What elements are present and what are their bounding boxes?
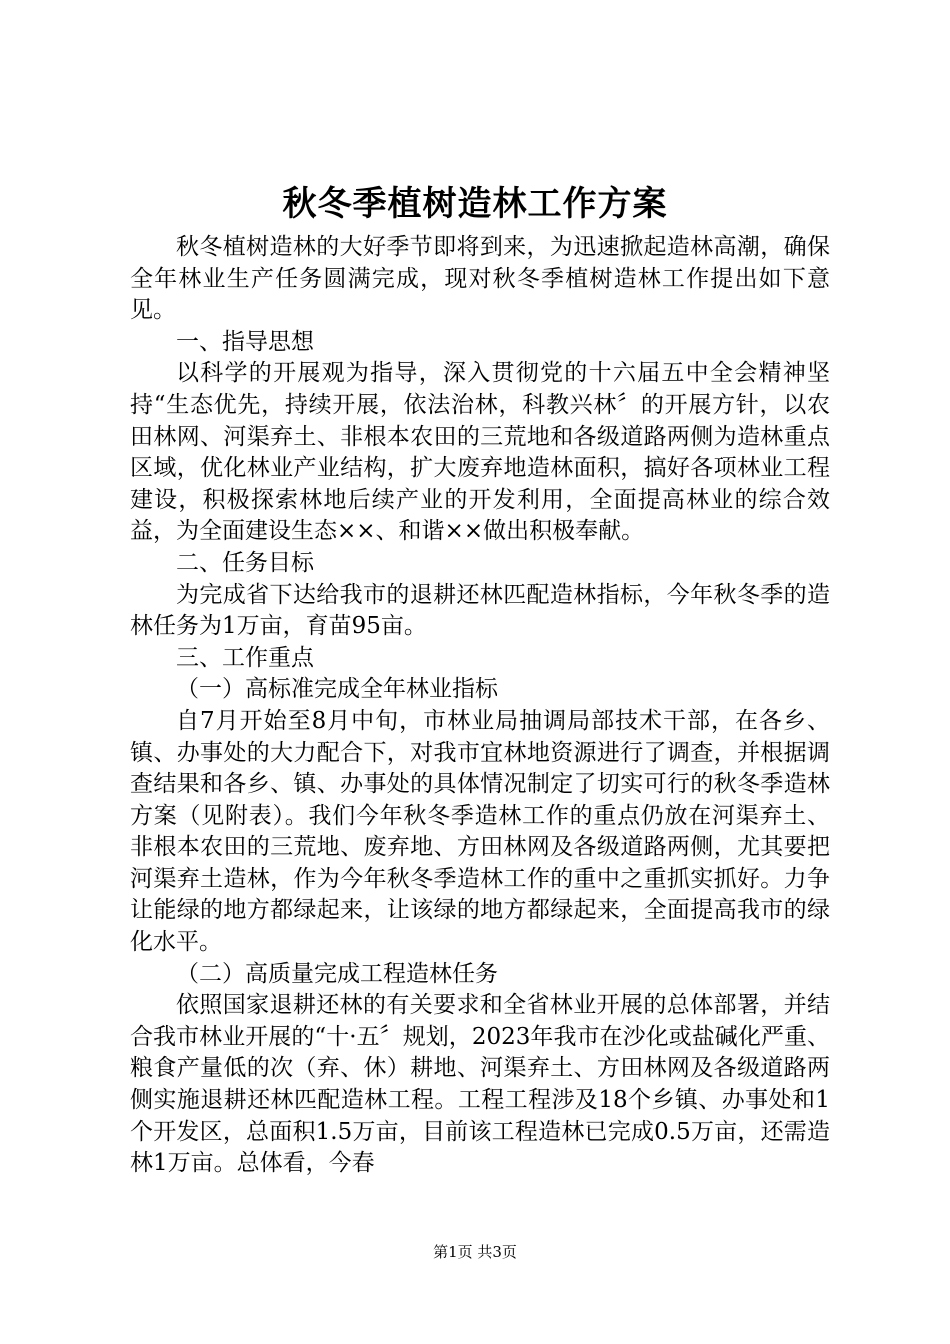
subheading-annual-targets: （一）高标准完成全年林业指标 xyxy=(176,676,498,703)
paragraph-engineering-afforestation: 依照国家退耕还林的有关要求和全省林业开展的总体部署，并结合我市林业开展的“十·五〞规划，2023年我市在沙化或盐碱化严重、粮食产量低的次（弃、休）耕地、河渠弃土、方田林网及各级道路两侧实施退耕还林匹配造林工程。工程工程涉及18个乡镇、办事处和1个开发区，总面积1.5万亩，目前该工程造林已完成0.5万亩，还需造林1万亩。总体看，今春 xyxy=(130,992,830,1177)
paragraph-intro: 秋冬植树造林的大好季节即将到来，为迅速掀起造林高潮，确保全年林业生产任务圆满完成，现对秋冬季植树造林工作提出如下意见。 xyxy=(130,234,830,324)
subheading-engineering-afforestation: （二）高质量完成工程造林任务 xyxy=(176,960,498,987)
document-title: 秋冬季植树造林工作方案 xyxy=(282,184,668,224)
heading-work-focus: 三、工作重点 xyxy=(176,644,314,671)
paragraph-task-goals: 为完成省下达给我市的退耕还林匹配造林指标，今年秋冬季的造林任务为1万亩，育苗95亩。 xyxy=(130,581,830,640)
paragraph-guiding-thought: 以科学的开展观为指导，深入贯彻党的十六届五中全会精神坚持“生态优先，持续开展，依法治林，科教兴林〞的开展方针，以农田林网、河渠弃土、非根本农田的三荒地和各级道路两侧为造林重点区域，优化林业产业结构，扩大废弃地造林面积，搞好各项林业工程建设，积极探索林地后续产业的开发利用，全面提高林业的综合效益，为全面建设生态××、和谐××做出积极奉献。 xyxy=(130,360,830,545)
heading-guiding-thought: 一、指导思想 xyxy=(176,328,314,355)
heading-task-goals: 二、任务目标 xyxy=(176,549,314,576)
paragraph-annual-targets: 自7月开始至8月中旬，市林业局抽调局部技术干部，在各乡、镇、办事处的大力配合下，对我市宜林地资源进行了调查，并根据调查结果和各乡、镇、办事处的具体情况制定了切实可行的秋冬季造林方案（见附表）。我们今年秋冬季造林工作的重点仍放在河渠弃土、非根本农田的三荒地、废弃地、方田林网及各级道路两侧，尤其要把河渠弃土造林，作为今年秋冬季造林工作的重中之重抓实抓好。力争让能绿的地方都绿起来，让该绿的地方都绿起来，全面提高我市的绿化水平。 xyxy=(130,707,830,956)
document-body xyxy=(130,232,830,1180)
page-number-footer: 第1页 共3页 xyxy=(433,1243,517,1261)
